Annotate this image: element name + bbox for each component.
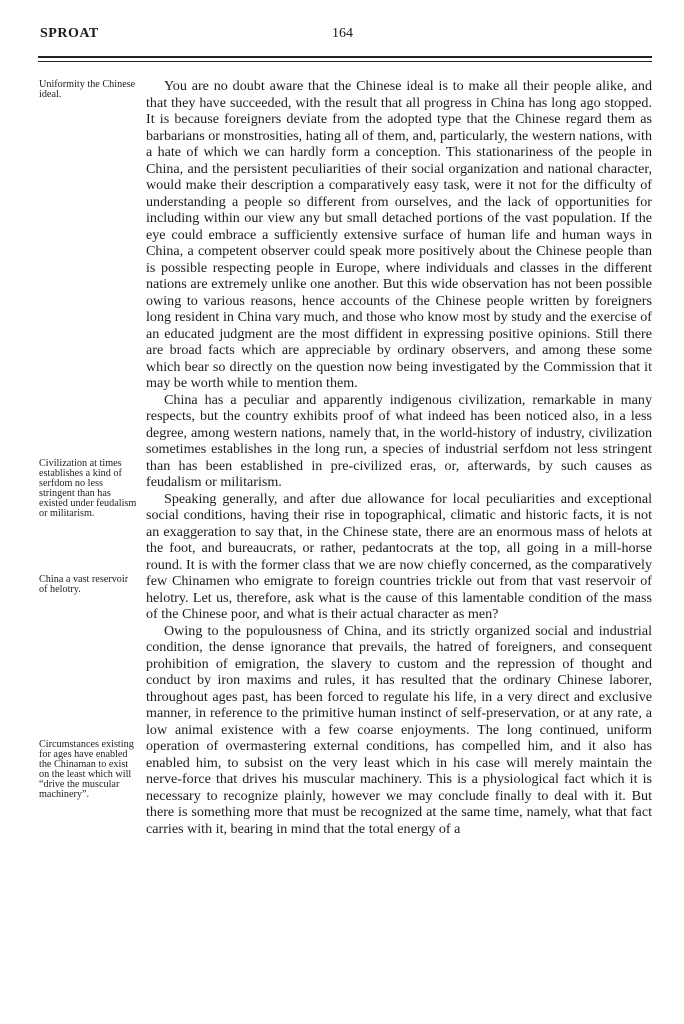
body-text [146, 78, 652, 837]
header-rule-thick [38, 56, 652, 58]
page-number: 164 [332, 26, 353, 41]
paragraph-helotry: Speaking generally, and after due allowance for local peculiarities and exceptional social conditions, having their rise in topographical, climatic and historic facts, it is not an exaggeration to say that, in the Chinese state, there are an enormous mass of helots at the foot, and bureaucrats, or rather, pedantocrats at the top, all going in a mill-horse round. It is with the former class that we are now chiefly concerned, as the comparatively few Chinamen who emigrate to foreign countries trickle out from that vast reservoir of helotry. Let us, therefore, ask what is the cause of this lamentable condition of the mass of the Chinese poor, and what is their actual character as men? [146, 490, 652, 622]
page-header [40, 26, 652, 46]
paragraph-circumstances: Owing to the populousness of China, and its strictly organized social and industrial condition, the dense ignorance that prevails, the hatred of foreigners, and consequent prohibition of emigration, the slavery to custom and the repression of thought and conduct by iron maxims and rules, it has resulted that the ordinary Chinese laborer, throughout ages past, has been forced to regulate his life, in a very direct and exclusive manner, in reference to the primitive human instinct of self-preservation, or at any rate, a low animal existence with a few coarse enjoyments. The long continued, uniform operation of overmastering external conditions, has compelled him, and it also has enabled him, to subsist on the very least which in his case will merely maintain the nerve-force that drives his muscular machinery. This is a physiological fact which it is necessary to recognize plainly, however we may conclude finally to deal with it. But there is something more that must be recognized at the same time, namely, what that fact carries with it, bearing in mind that the total energy of a [146, 622, 652, 837]
paragraph-civilization: China has a peculiar and apparently indigenous civilization, remarkable in many respects, but the country exhibits proof of what indeed has been noticed also, in a less degree, among western nations, namely that, in the world-history of industry, civilization sometimes establishes in the long run, a species of industrial serfdom not less stringent than has been established in pre-civilized eras, or, afterwards, by such causes as feudalism or militarism. [146, 391, 652, 490]
margin-note-helotry: China a vast reservoir of helotry. [39, 574, 129, 595]
paragraph-uniformity: You are no doubt aware that the Chinese ideal is to make all their people alike, and that they have succeeded, with the result that all progress in China has long ago stopped. It is because foreigners deviate from the adopted type that the Chinese regard them as barbarians or monstrosities, hating all of them, and, particularly, the western nations, with a hate of which we can hardly form a conception. This stationariness of the people in China, and the persistent peculiarities of their social organization and national character, would make their description a comparatively easy task, were it not for the difficulty of understanding a people so different from ourselves, and the lack of opportunities for including within our view any but small detached portions of the vast population. If the eye could embrace a sufficiently extensive surface of human life and human ways in China, a competent observer could speak more positively about the Chinese people than is possible respecting people in Europe, where individuals and classes in the different nations are extremely unlike one another. But this wide observation has not been possible owing to various reasons, hence accounts of the Chinese people written by foreigners long resident in China vary much, and those who know most by study and the exercise of an educated judgment are the most diffident in expressing positive opinions. Still there are broad facts which are appreciable by ordinary observers, and among these some which bear so directly on the question now being investigated by the Commission that it may be worth while to mention them. [146, 78, 652, 391]
margin-note-uniformity: Uniformity the Chinese ideal. [39, 79, 136, 100]
margin-note-civilization: Civilization at times establishes a kind of serfdom no less stringent than has existed under feudalism or militarism. [39, 458, 137, 519]
margin-note-circumstances: Circumstances existing for ages have enabled the Chinaman to exist on the least which will “drive the muscular machinery”. [39, 739, 134, 800]
header-rule-thin [38, 61, 652, 62]
running-head: SPROAT [40, 26, 99, 41]
